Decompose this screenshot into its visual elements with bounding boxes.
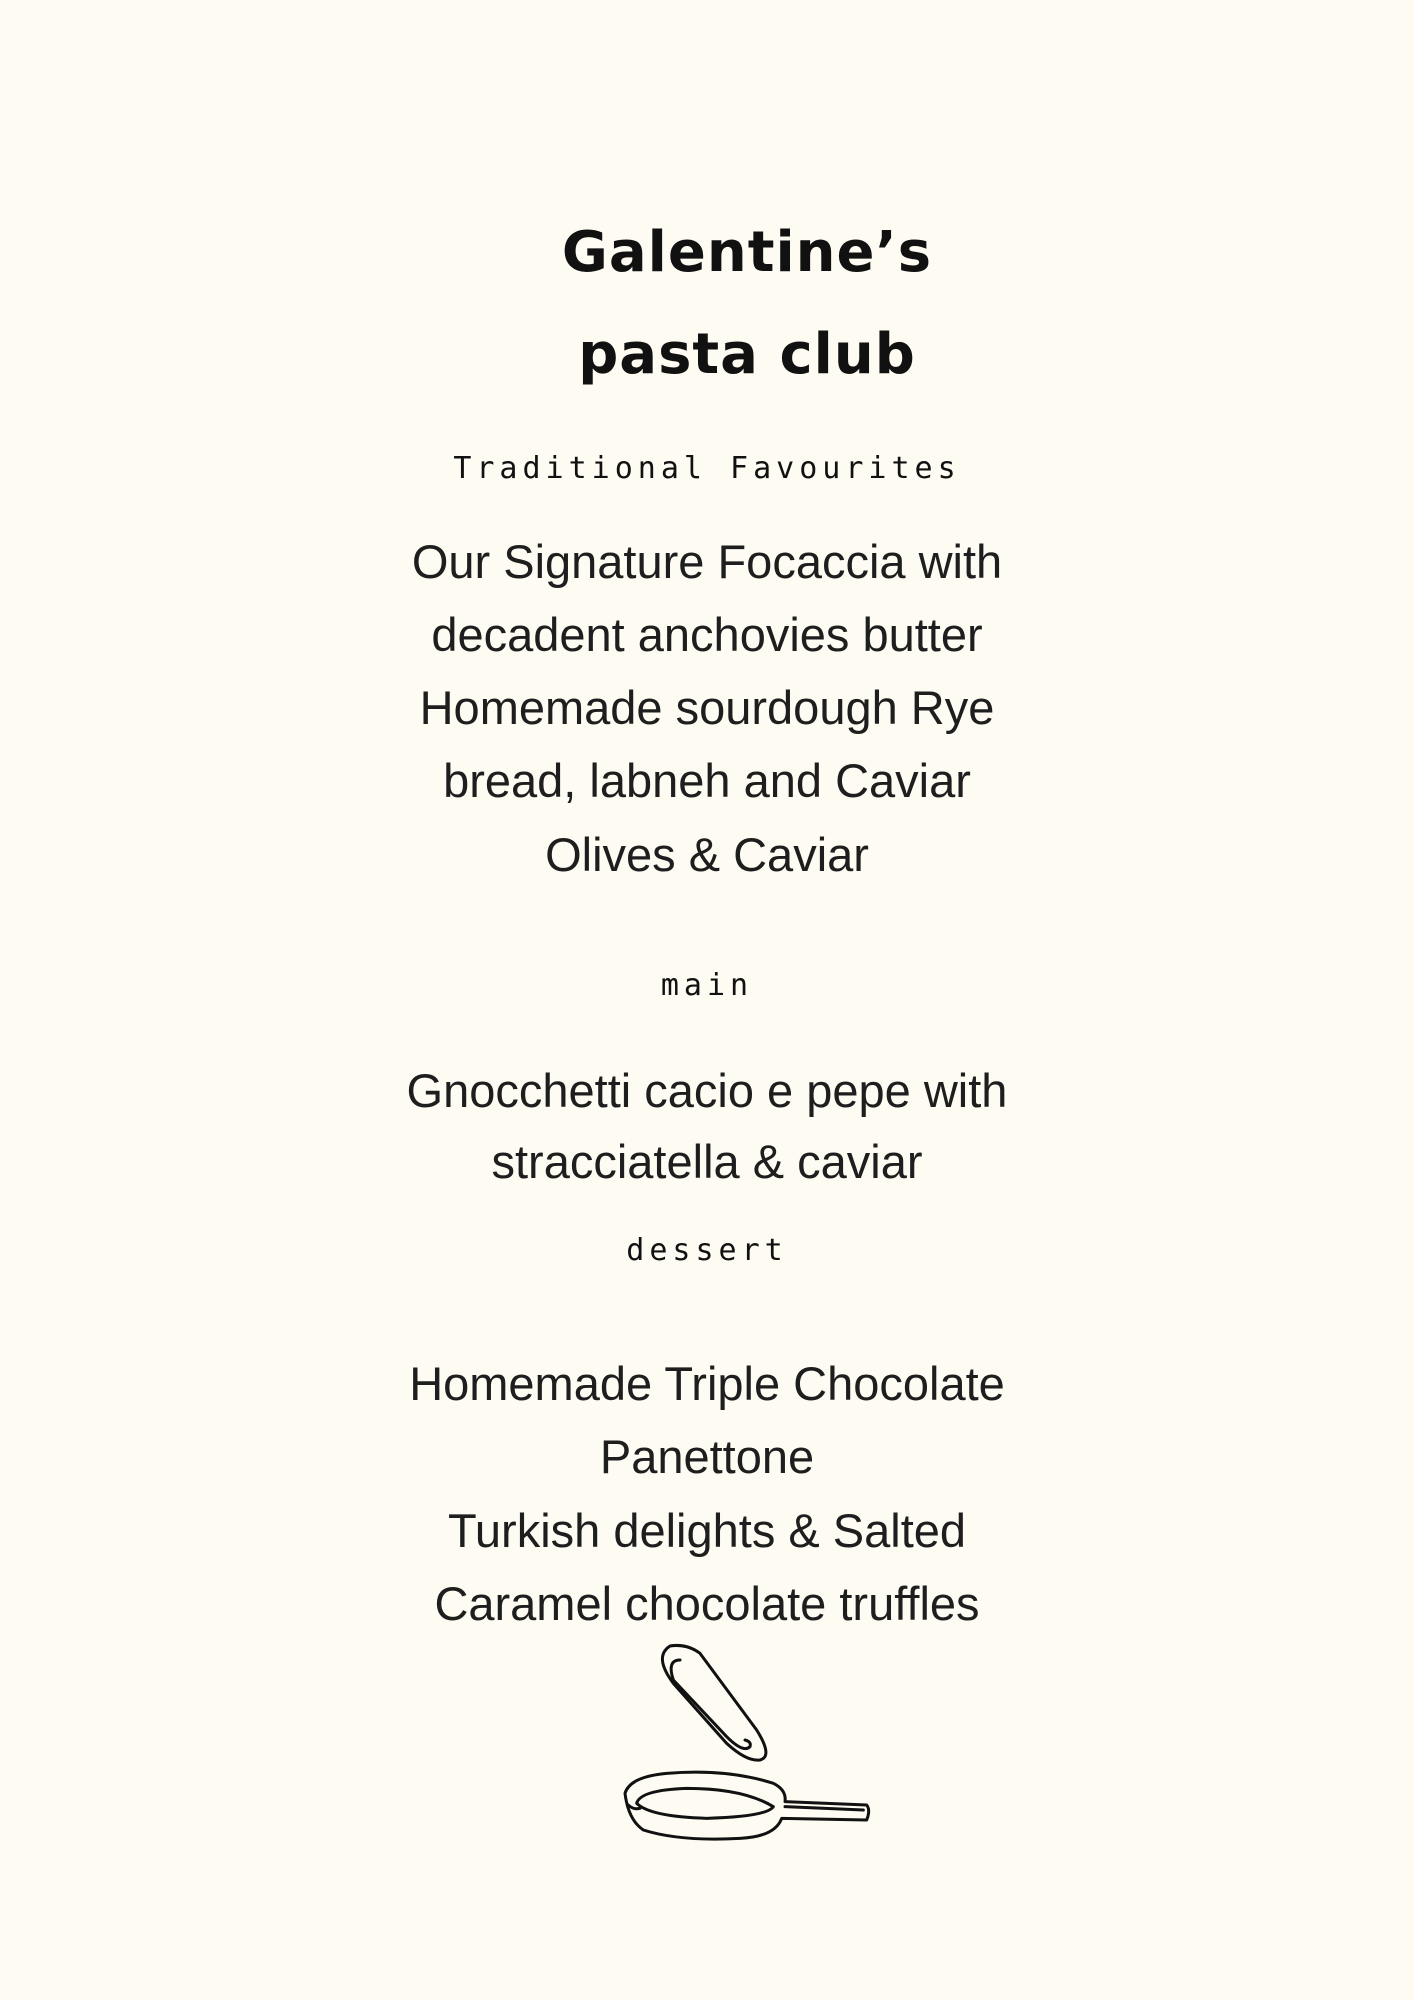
menu-item: stracciatella & caviar [491,1135,923,1188]
menu-item: bread, labneh and Caviar [443,754,971,807]
menu-item: Turkish delights & Salted [447,1504,967,1557]
section-heading-main: main [660,968,754,1003]
title-line-1: Galentine’s [561,220,933,285]
title-line-2: pasta club [578,322,916,387]
menu-item: Homemade Triple Chocolate [409,1357,1005,1410]
menu-item: Our Signature Focaccia with [411,535,1003,588]
section-heading-dessert: dessert [626,1233,788,1268]
menu-item: decadent anchovies butter [431,608,983,661]
frying-pan-icon [600,1620,900,1860]
section-heading-traditional: Traditional Favourites [453,451,961,486]
menu-item: Homemade sourdough Rye [419,681,995,734]
menu-item: Olives & Caviar [545,828,869,881]
menu-item: Gnocchetti cacio e pepe with [406,1064,1008,1117]
menu-item: Caramel chocolate truffles [434,1577,980,1630]
menu-item: Panettone [599,1430,815,1483]
